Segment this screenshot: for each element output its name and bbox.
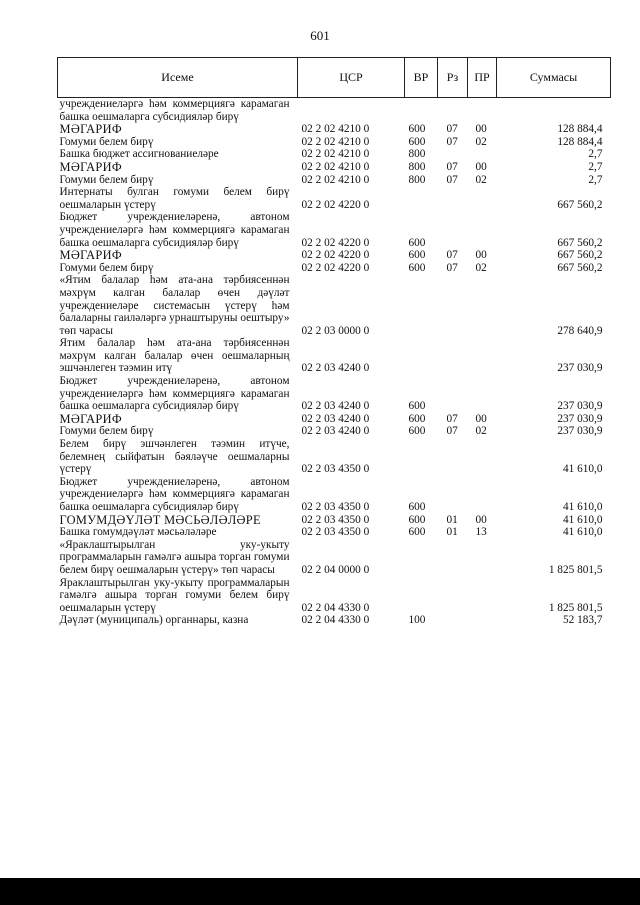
table-row [58,174,611,187]
cell-csr: 02 2 03 4240 0 [301,400,370,413]
cell-vr [405,274,438,337]
cell-csr: 02 2 02 4210 0 [301,173,370,186]
cell-sum: 667 560,2 [557,198,603,211]
cell-name: Интернаты булган гомуми белем бирү оешмаларын үстерү [59,186,290,211]
cell-csr: 02 2 02 4210 0 [301,148,370,161]
cell-name: Башка гомумдәүләт мәсьәләләре [59,526,217,539]
cell-csr: 02 2 02 4220 0 [301,236,370,249]
cell-rz: 01 [446,526,458,539]
cell-csr: 02 2 04 4330 0 [301,614,370,627]
cell-csr: 02 2 02 4220 0 [301,198,370,211]
cell-sum: 237 030,9 [557,362,603,375]
cell-sum [497,98,611,124]
cell-pr [468,539,497,577]
cell-pr: 00 [475,513,487,526]
cell-rz [438,337,468,375]
table-row [58,186,611,211]
cell-name: Гомуми белем бирү [59,425,154,438]
cell-rz: 07 [446,412,458,425]
cell-vr: 800 [408,148,426,161]
cell-name: Гомуми белем бирү [59,173,154,186]
cell-vr: 600 [408,412,426,425]
table-row [58,161,611,174]
cell-rz: 07 [446,135,458,148]
cell-sum: 278 640,9 [557,324,603,337]
cell-pr: 02 [475,425,487,438]
cell-sum: 52 183,7 [562,614,603,627]
cell-rz [438,476,468,514]
cell-rz: 07 [446,160,458,173]
cell-pr: 02 [475,261,487,274]
header-csr: ЦСР [298,58,405,98]
cell-pr: 02 [475,135,487,148]
table-row [58,136,611,149]
cell-rz [438,274,468,337]
cell-pr [468,577,497,615]
table-row [58,262,611,275]
cell-rz: 07 [446,123,458,136]
cell-sum: 237 030,9 [557,425,603,438]
cell-name: Башка бюджет ассигнованиеләре [59,148,219,161]
cell-csr: 02 2 03 4350 0 [301,501,370,513]
table-row [58,514,611,527]
table-row [58,98,611,124]
cell-pr [468,274,497,337]
header-vr: ВР [405,58,438,98]
cell-sum: 41 610,0 [562,513,603,526]
cell-rz: 07 [446,261,458,274]
cell-pr [468,438,497,476]
cell-csr [298,98,405,124]
cell-name: ГОМУМДӘҮЛӘТ МӘСЬӘЛӘЛӘРЕ [59,512,261,527]
cell-vr [405,98,438,124]
cell-csr: 02 2 03 4350 0 [301,513,370,526]
cell-sum: 128 884,4 [557,123,603,136]
table-header-row [58,58,611,98]
cell-rz: 07 [446,173,458,186]
cell-sum: 237 030,9 [557,412,603,425]
cell-sum: 128 884,4 [557,135,603,148]
cell-vr [405,577,438,615]
table-row [58,526,611,539]
cell-vr: 100 [408,614,426,627]
table-row [58,249,611,262]
header-pr: ПР [468,58,497,98]
cell-rz: 07 [446,249,458,262]
header-rz: Рз [438,58,468,98]
cell-vr [405,186,438,211]
cell-csr: 02 2 02 4210 0 [301,135,370,148]
cell-vr: 800 [408,173,426,186]
scan-bottom-border [0,878,640,905]
cell-pr [468,148,497,161]
cell-rz [438,539,468,577]
cell-rz [438,438,468,476]
cell-csr: 02 2 02 4220 0 [301,249,370,262]
cell-csr: 02 2 04 4330 0 [301,601,370,614]
cell-sum: 667 560,2 [557,249,603,262]
cell-rz [438,98,468,124]
cell-vr [405,539,438,577]
cell-pr: 00 [475,249,487,262]
cell-name: Бюджет учреждениеләренә, автоном учреждениеләргә һәм коммерциягә карамаган башка оешмаларга субсидияләр бирү [59,211,290,249]
table-row [58,413,611,426]
cell-sum: 667 560,2 [557,261,603,274]
cell-pr [468,337,497,375]
header-sum: Суммасы [497,58,611,98]
cell-rz [438,375,468,413]
cell-pr [468,476,497,514]
cell-csr: 02 2 03 4240 0 [301,362,370,375]
cell-sum: 2,7 [588,160,603,173]
cell-vr [405,337,438,375]
cell-name: Бюджет учреждениеләренә, автоном учреждениеләргә һәм коммерциягә карамаган башка оешмаларга субсидияләр бирү [59,375,290,413]
cell-name: Гомуми белем бирү [59,261,154,274]
cell-pr: 00 [475,160,487,173]
cell-pr [468,98,497,124]
table-row [58,476,611,514]
cell-rz [438,211,468,249]
cell-csr: 02 2 03 4350 0 [301,463,370,476]
cell-sum: 41 610,0 [562,526,603,539]
cell-sum: 1 825 801,5 [548,601,603,614]
cell-vr: 800 [408,160,426,173]
cell-pr: 00 [475,412,487,425]
table-row [58,438,611,476]
table-row [58,148,611,161]
cell-csr: 02 2 03 0000 0 [301,324,370,337]
table-row [58,274,611,337]
cell-name: МӘГАРИФ [59,122,122,137]
cell-sum: 667 560,2 [557,236,603,249]
cell-vr: 600 [408,249,426,262]
table-body [58,98,611,627]
cell-name: «Яраклаштырылган уку-укыту программаларын гамәлгә ашыра торган гомуми белем бирү оешмаларын үстерү» төп чарасы [59,538,290,576]
cell-sum: 1 825 801,5 [548,563,603,576]
cell-vr: 600 [408,236,426,249]
table-row [58,539,611,577]
cell-vr: 600 [408,526,426,539]
cell-name: «Ятим балалар һәм ата-ана тәрбиясеннән мәхрүм калган балалар өчен дәүләт учреждениеләре системасын үстерү һәм балаларны гаиләләргә урнаштыруны оештыру» төп чарасы [59,274,290,337]
cell-sum: 41 610,0 [562,463,603,476]
cell-name: МӘГАРИФ [59,159,122,174]
cell-vr: 600 [408,261,426,274]
table-row [58,614,611,627]
cell-sum: 2,7 [588,148,603,161]
cell-sum: 2,7 [588,173,603,186]
cell-name: учреждениеләргә һәм коммерциягә карамаган башка оешмаларга субсидияләр бирү [59,98,290,123]
cell-rz: 07 [446,425,458,438]
cell-name: Ятим балалар һәм ата-ана тәрбиясеннән мәхрүм калган балалар өчен оешмаларның эшчәнлеген тәэмин итү [59,337,290,375]
table-row [58,375,611,413]
cell-name: МӘГАРИФ [59,248,122,263]
cell-name: Бюджет учреждениеләренә, автоном учреждениеләргә һәм коммерциягә карамаган башка оешмаларга субсидияләр бирү [59,475,290,513]
cell-vr: 600 [408,425,426,438]
cell-pr [468,614,497,627]
cell-pr: 02 [475,173,487,186]
cell-name: Яраклаштырылган уку-укыту программаларын гамәлгә ашыра торган гомуми белем бирү оешмаларын үстерү [59,576,290,614]
cell-vr: 600 [408,135,426,148]
cell-pr [468,375,497,413]
cell-sum: 237 030,9 [557,400,603,413]
cell-vr [405,438,438,476]
cell-vr: 600 [408,400,426,413]
header-name: Исеме [58,58,298,98]
cell-csr: 02 2 03 4350 0 [301,526,370,539]
cell-csr: 02 2 02 4210 0 [301,123,370,136]
cell-pr: 13 [475,526,487,539]
cell-rz [438,148,468,161]
budget-table [57,57,611,627]
cell-sum: 41 610,0 [562,501,603,513]
cell-vr: 600 [408,123,426,136]
cell-vr: 600 [408,501,426,513]
cell-vr: 600 [408,513,426,526]
cell-rz [438,577,468,615]
cell-csr: 02 2 02 4210 0 [301,160,370,173]
cell-pr: 00 [475,123,487,136]
page-number: 601 [310,28,330,43]
cell-name: Дәүләт (муниципаль) органнары, казна [59,614,249,627]
table-row [58,425,611,438]
cell-csr: 02 2 03 4240 0 [301,425,370,438]
table-row [58,123,611,136]
cell-rz [438,186,468,211]
cell-name: Гомуми белем бирү [59,135,154,148]
cell-rz: 01 [446,513,458,526]
table-row [58,337,611,375]
cell-csr: 02 2 03 4240 0 [301,412,370,425]
cell-csr: 02 2 02 4220 0 [301,261,370,274]
cell-rz [438,614,468,627]
cell-pr [468,211,497,249]
cell-pr [468,186,497,211]
table-row [58,577,611,615]
cell-name: Белем бирү эшчәнлеген тәэмин итүче, белемнең сыйфатын бәяләүче оешмаларны үстерү [59,438,290,476]
cell-csr: 02 2 04 0000 0 [301,563,370,576]
table-row [58,211,611,249]
cell-name: МӘГАРИФ [59,411,122,426]
